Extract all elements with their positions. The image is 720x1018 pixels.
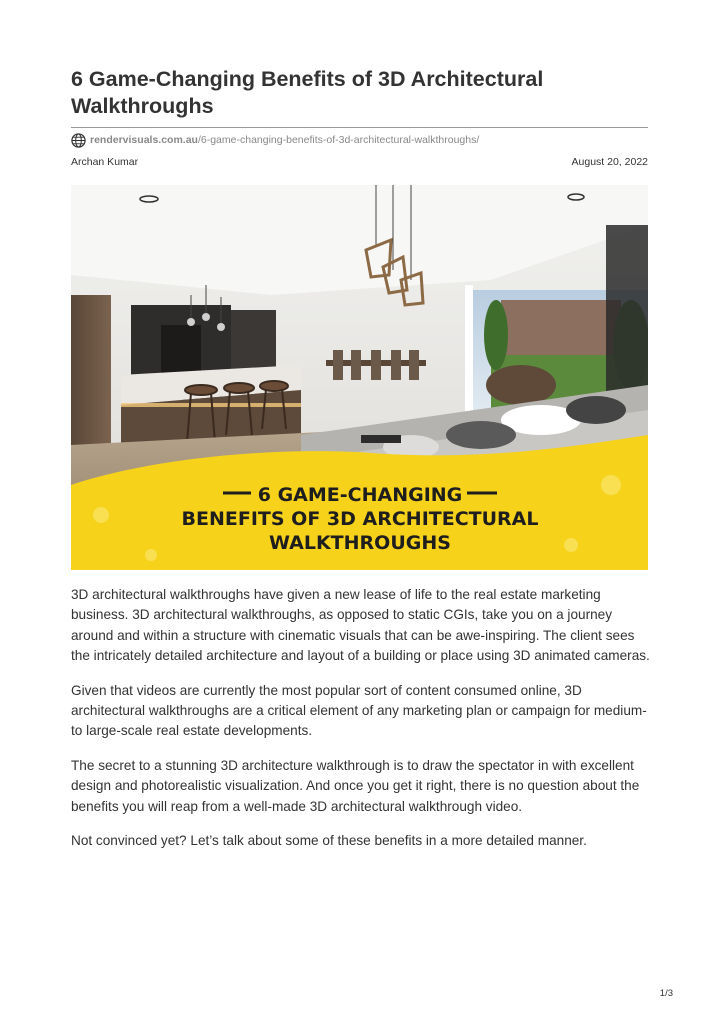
page-number: 1/3	[659, 988, 673, 999]
paragraph-2: Given that videos are currently the most popular sort of content consumed online, 3D architectural walkthroughs are a critical element of any marketing plan or campaign for medium- to large-scale real estate developments.	[71, 682, 647, 739]
banner-line-1: 6 GAME-CHANGING	[257, 484, 463, 506]
paragraph-3: The secret to a stunning 3D architecture walkthrough is to draw the spectator in with excellent design and photorealistic visualization. And once you get it right, there is no question about the benefits you will reap from a well-made 3D architectural walkthrough video.	[71, 758, 640, 814]
paragraph-1: 3D architectural walkthroughs have given a new lease of life to the real estate marketing business. 3D architectural walkthroughs, as opposed to static CGIs, take you on a journey around and within a structure with cinematic visuals that can be awe-inspiring. The client sees the intricately detailed architecture and layout of a building or place using 3D animated cameras.	[71, 587, 650, 663]
banner-line-3: WALKTHROUGHS	[269, 532, 451, 554]
article-body	[71, 585, 651, 866]
title-divider	[71, 127, 648, 128]
author-name: Archan Kumar	[71, 156, 139, 168]
publish-date: August 20, 2022	[571, 156, 648, 168]
byline	[71, 156, 648, 168]
hero-image	[71, 185, 648, 570]
globe-icon	[71, 133, 86, 148]
banner-line-2: BENEFITS OF 3D ARCHITECTURAL	[181, 508, 539, 530]
article-title: 6 Game-Changing Benefits of 3D Architectural Walkthroughs	[71, 67, 544, 118]
source-path[interactable]: /6-game-changing-benefits-of-3d-architectural-walkthroughs/	[197, 134, 480, 146]
paragraph-4: Not convinced yet? Let’s talk about some of these benefits in a more detailed manner.	[71, 833, 587, 849]
source-domain[interactable]: rendervisuals.com.au	[90, 134, 198, 146]
source-url[interactable]	[71, 131, 479, 149]
